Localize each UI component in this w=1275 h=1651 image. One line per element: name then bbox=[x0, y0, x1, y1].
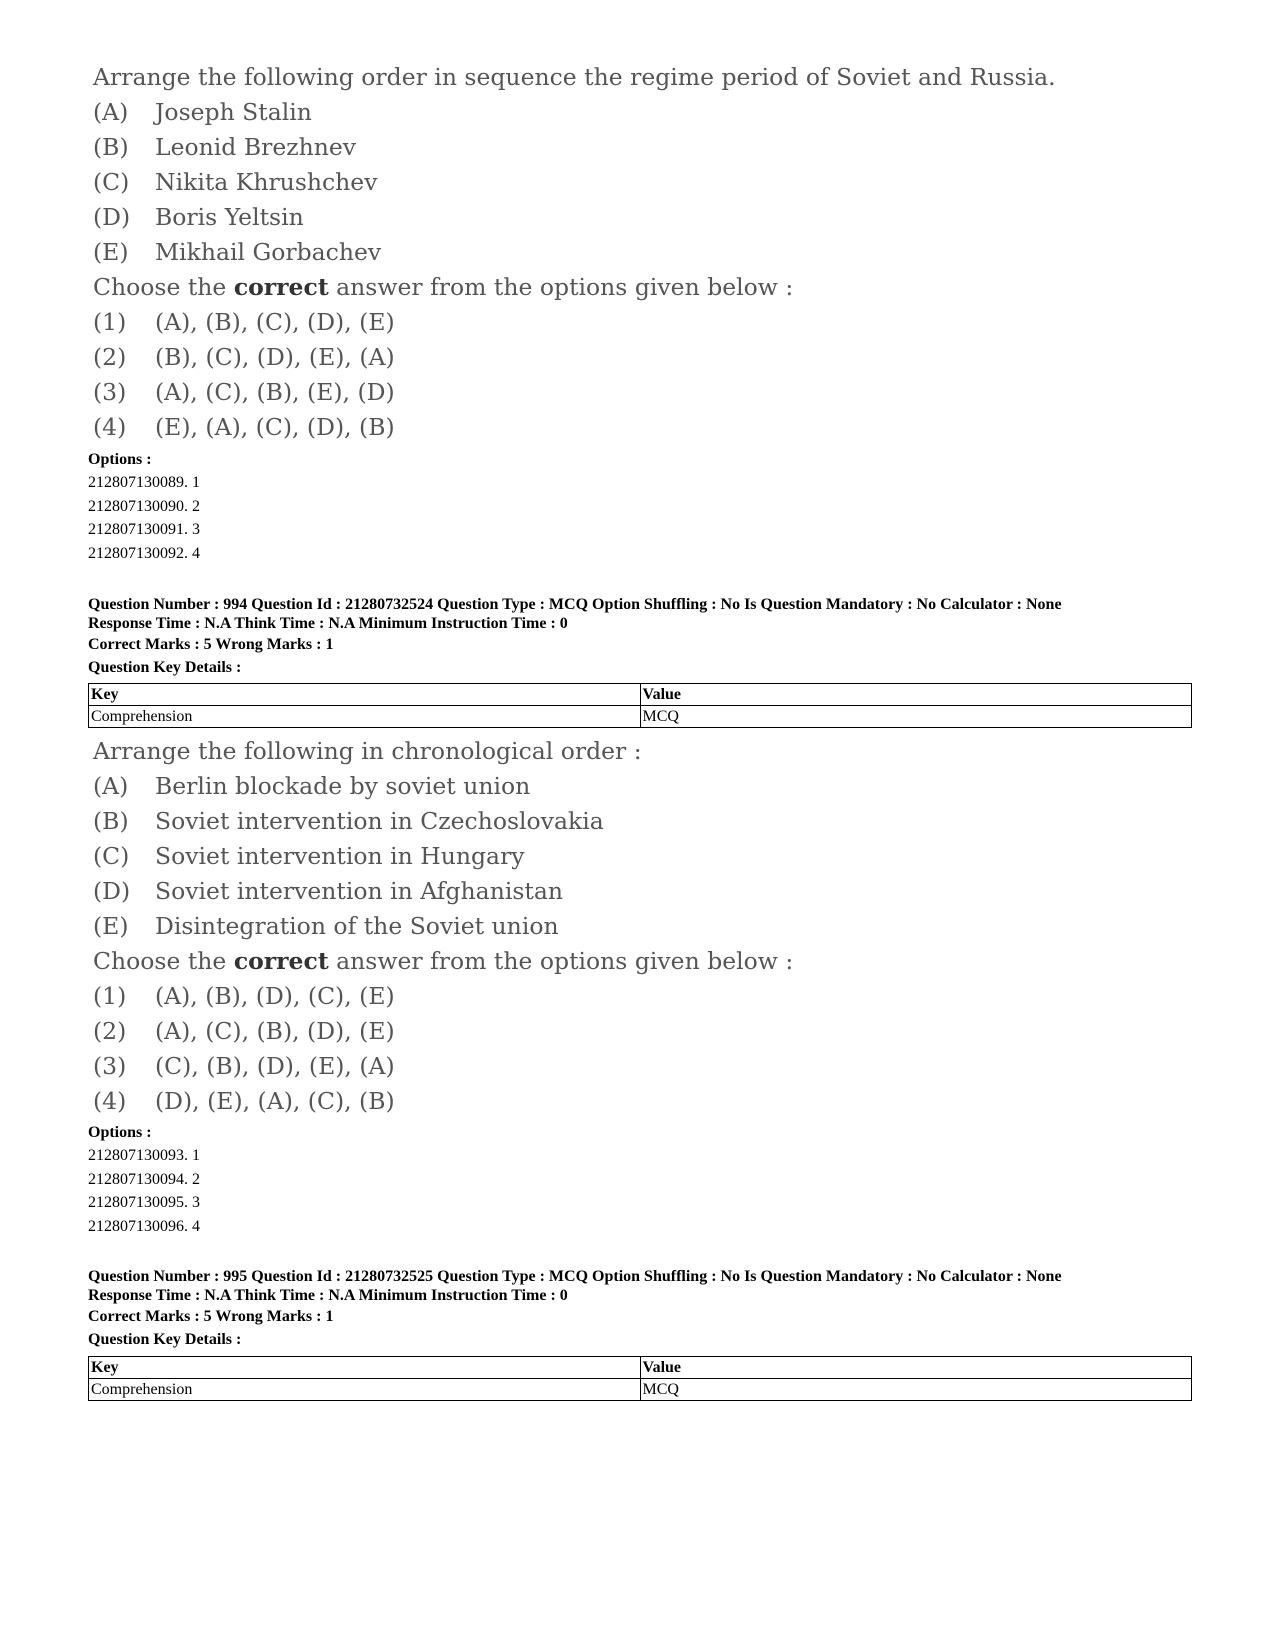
list-item: (A) Joseph Stalin bbox=[93, 98, 312, 126]
question-header-line: Response Time : N.A Think Time : N.A Minimum Instruction Time : 0 bbox=[88, 1287, 568, 1304]
list-item: (E) Mikhail Gorbachev bbox=[93, 238, 382, 266]
question-993-image bbox=[93, 60, 1056, 445]
options-label: Options : bbox=[88, 451, 152, 468]
list-item: (C) Soviet intervention in Hungary bbox=[93, 842, 525, 870]
question-header-line: Question Number : 994 Question Id : 21280732524 Question Type : MCQ Option Shuffling : No Is Question Mandatory : No Calculator : None bbox=[88, 596, 1062, 613]
option-row: 212807130089. 1 bbox=[88, 474, 200, 491]
option-row: 212807130093. 1 bbox=[88, 1147, 200, 1164]
table-header-value: Value bbox=[640, 684, 1192, 706]
list-item: (E) Disintegration of the Soviet union bbox=[93, 912, 559, 940]
option-row: 212807130090. 2 bbox=[88, 497, 200, 515]
option-row: 212807130094. 2 bbox=[88, 1170, 200, 1188]
answer-choice: (2) (A), (C), (B), (D), (E) bbox=[93, 1017, 395, 1045]
table-cell-value: MCQ bbox=[640, 706, 1192, 728]
list-item: (D) Boris Yeltsin bbox=[93, 203, 304, 231]
question-994-header bbox=[88, 595, 1198, 679]
key-details-label: Question Key Details : bbox=[88, 1331, 242, 1348]
question-994-options bbox=[88, 1121, 1198, 1238]
list-item: (D) Soviet intervention in Afghanistan bbox=[93, 877, 563, 905]
marks-line: Correct Marks : 5 Wrong Marks : 1 bbox=[88, 1308, 334, 1325]
options-label: Options : bbox=[88, 1124, 152, 1141]
key-details-table bbox=[88, 683, 1192, 728]
table-header-row bbox=[89, 684, 1192, 706]
question-header-line: Question Number : 995 Question Id : 21280732525 Question Type : MCQ Option Shuffling : No Is Question Mandatory : No Calculator : None bbox=[88, 1268, 1062, 1285]
table-cell-key: Comprehension bbox=[89, 1379, 641, 1401]
option-row: 212807130096. 4 bbox=[88, 1217, 200, 1235]
table-cell-value: MCQ bbox=[640, 1379, 1192, 1401]
answer-choice: (2) (B), (C), (D), (E), (A) bbox=[93, 343, 395, 371]
table-cell-key: Comprehension bbox=[89, 706, 641, 728]
list-item: (A) Berlin blockade by soviet union bbox=[93, 772, 531, 800]
question-stem: Arrange the following in chronological order : bbox=[93, 737, 642, 765]
question-994-image bbox=[93, 734, 793, 1119]
key-details-table bbox=[88, 1356, 1192, 1401]
question-993-options bbox=[88, 448, 1198, 565]
table-row bbox=[89, 706, 1192, 728]
question-header-line: Response Time : N.A Think Time : N.A Minimum Instruction Time : 0 bbox=[88, 615, 568, 632]
table-header-key: Key bbox=[89, 1357, 641, 1379]
marks-line: Correct Marks : 5 Wrong Marks : 1 bbox=[88, 636, 334, 653]
answer-choice: (1) (A), (B), (D), (C), (E) bbox=[93, 982, 395, 1010]
answer-choice: (3) (A), (C), (B), (E), (D) bbox=[93, 378, 395, 406]
choose-instruction: Choose the correct answer from the options given below : bbox=[93, 273, 794, 301]
list-item: (B) Leonid Brezhnev bbox=[93, 133, 357, 161]
key-details-label: Question Key Details : bbox=[88, 659, 242, 676]
answer-choice: (4) (E), (A), (C), (D), (B) bbox=[93, 413, 395, 441]
table-header-row bbox=[89, 1357, 1192, 1379]
answer-choice: (4) (D), (E), (A), (C), (B) bbox=[93, 1087, 395, 1115]
choose-instruction: Choose the correct answer from the options given below : bbox=[93, 947, 794, 975]
option-row: 212807130092. 4 bbox=[88, 544, 200, 562]
table-row bbox=[89, 1379, 1192, 1401]
table-header-value: Value bbox=[640, 1357, 1192, 1379]
list-item: (C) Nikita Khrushchev bbox=[93, 168, 378, 196]
table-header-key: Key bbox=[89, 684, 641, 706]
question-995-header bbox=[88, 1267, 1198, 1351]
answer-choice: (1) (A), (B), (C), (D), (E) bbox=[93, 308, 395, 336]
option-row: 212807130091. 3 bbox=[88, 521, 200, 538]
list-item: (B) Soviet intervention in Czechoslovakia bbox=[93, 807, 604, 835]
answer-choice: (3) (C), (B), (D), (E), (A) bbox=[93, 1052, 395, 1080]
question-stem: Arrange the following order in sequence the regime period of Soviet and Russia. bbox=[93, 63, 1056, 91]
option-row: 212807130095. 3 bbox=[88, 1194, 200, 1211]
